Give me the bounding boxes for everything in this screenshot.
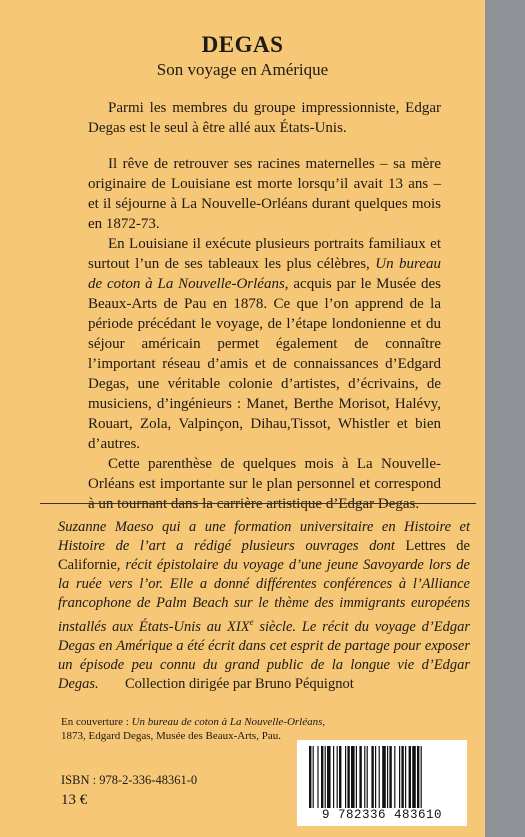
bio-book-title: Lettres de Californie <box>58 538 470 573</box>
price-text: 13 € <box>61 792 88 808</box>
blurb <box>88 98 441 514</box>
cover-credit <box>61 715 331 743</box>
bio-superscript: e <box>249 617 254 627</box>
collection-credit: Collection dirigée par Bruno Péquignot <box>125 676 354 692</box>
book-title: DEGAS <box>201 32 284 57</box>
barcode-bar <box>399 746 400 808</box>
blurb-paragraph-3 <box>88 234 441 454</box>
barcode <box>297 740 467 826</box>
barcode-number: 9 782336 483610 <box>321 808 443 822</box>
blurb-paragraph-1: Parmi les membres du groupe impressionniste, Edgar Degas est le seul à être allé aux États-Unis. <box>88 100 441 136</box>
bio-part-3: , récit épistolaire du voyage d’une jeune Savoyarde lors de la ruée vers l’or. Elle a donné différentes conférences à l’Alliance francophone de Palm Beach sur le thème des immigrants européens installés aux États-Unis au XIX <box>58 557 470 635</box>
barcode-bar <box>313 746 314 808</box>
barcode-bar <box>364 746 365 808</box>
barcode-bar <box>387 746 388 808</box>
barcode-bar <box>337 746 338 808</box>
barcode-bar <box>317 746 318 808</box>
cover-credit-prefix: En couverture : <box>61 716 132 728</box>
barcode-bars <box>307 746 457 808</box>
bio-part-1: Suzanne Maeso qui a une formation universitaire en Histoire et Histoire de l’art a rédigé plusieurs ouvrages dont <box>58 519 470 554</box>
barcode-bar <box>382 746 386 808</box>
blurb-paragraph-4: Cette parenthèse de quelques mois à La Nouvelle-Orléans est importante sur le plan personnel et correspond à un tournant dans la carrière artistique d’Edgar Degas. <box>88 456 441 512</box>
divider-line <box>40 503 476 504</box>
barcode-bar <box>375 746 376 808</box>
barcode-bar <box>367 746 368 808</box>
blurb-p3-start: En Louisiane il exécute plusieurs portraits familiaux et surtout l’un de ses tableaux les plus célèbres, <box>88 236 441 272</box>
barcode-bar <box>421 746 422 808</box>
barcode-bar <box>339 746 341 808</box>
barcode-bar <box>412 746 416 808</box>
isbn-text: ISBN : 978-2-336-48361-0 <box>61 773 198 787</box>
book-subtitle: Son voyage en Amérique <box>156 60 329 79</box>
barcode-bar <box>347 746 349 808</box>
painting-title: Un bureau de coton à La Nouvelle-Orléans <box>88 256 441 292</box>
barcode-bar <box>327 746 331 808</box>
bio-part-4: siècle. Le récit du voyage d’Edgar Degas en Amérique a été écrit dans cet esprit de partage pour exposer un épisode peu connu du grand public de la longue vie d’Edgar Degas. <box>58 618 471 692</box>
barcode-bar <box>389 746 391 808</box>
cover-credit-work: Un bureau de coton à La Nouvelle-Orléans <box>131 716 323 728</box>
barcode-bar <box>394 746 395 808</box>
barcode-bar <box>371 746 373 808</box>
author-bio <box>58 518 470 694</box>
barcode-bar <box>333 746 334 808</box>
barcode-bar <box>345 746 346 808</box>
barcode-bar <box>401 746 403 808</box>
barcode-bar <box>409 746 411 808</box>
barcode-bar <box>351 746 355 808</box>
barcode-bar <box>356 746 357 808</box>
blurb-paragraph-2: Il rêve de retrouver ses racines maternelles – sa mère originaire de Louisiane est morte lorsqu’il avait 13 ans – et il séjourne à La Nouvelle-Orléans durant quelques mois en 1872-73. <box>88 156 441 232</box>
barcode-bar <box>325 746 326 808</box>
barcode-bar <box>379 746 380 808</box>
barcode-bar <box>417 746 419 808</box>
barcode-bar <box>359 746 361 808</box>
barcode-bar <box>405 746 406 808</box>
barcode-bar <box>309 746 311 808</box>
cover-credit-rest: , 1873, Edgard Degas, Musée des Beaux-Arts, Pau. <box>61 716 326 742</box>
blurb-p3-end: , acquis par le Musée des Beaux-Arts de Pau en 1878. Ce que l’on apprend de la période précédant le voyage, de l’étape londonienne et du séjour américain permet également de connaître l’important réseau d’amis et de connaissances d’Edgard Degas, une véritable colonie d’artistes, d’écrivains, de musiciens, d’ingénieurs : Manet, Berthe Morisot, Halévy, Rouart, Zola, Valpinçon, Dihau,Tissot, Whistler et bien d’autres. <box>88 276 441 452</box>
spine-strip <box>485 0 525 837</box>
barcode-bar <box>321 746 323 808</box>
